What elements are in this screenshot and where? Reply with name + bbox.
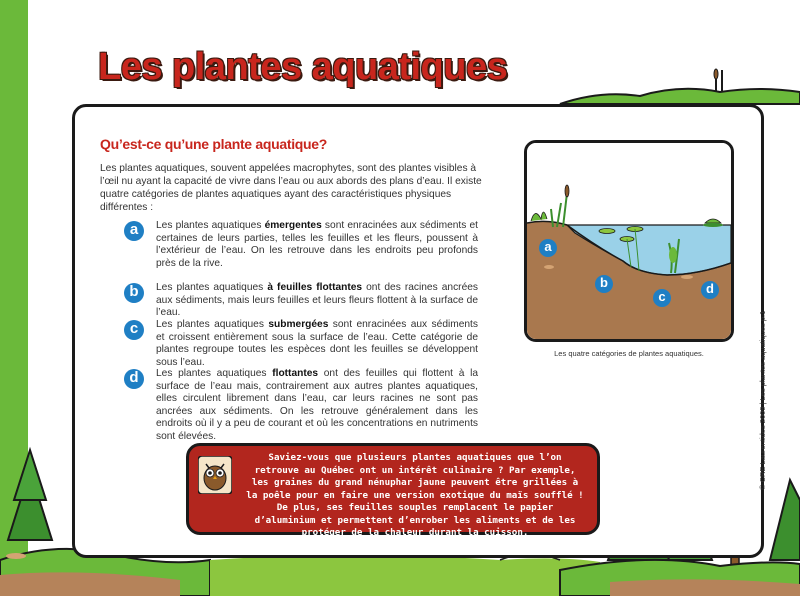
- lake-cross-section-illustration: [527, 143, 731, 339]
- left-green-band: [0, 0, 28, 596]
- section-heading: Qu’est-ce qu’une plante aquatique?: [100, 136, 328, 152]
- copyright-note: © CRE Laurentides 2009 | Les plantes aquatiques p.1: [758, 310, 767, 490]
- owl-icon: [198, 456, 232, 494]
- letter-badge: c: [124, 320, 144, 340]
- letter-badge: a: [124, 221, 144, 241]
- figure-label: a: [539, 239, 557, 257]
- figure-label: b: [595, 275, 613, 293]
- intro-paragraph: Les plantes aquatiques, souvent appelées macrophytes, sont des plantes visibles à l’œil nu ayant la capacité de vivre dans l’eau ou aux abords des plans d’eau. Il existe quatre catégories de plantes aquatiques ayant des caractéristiques physiques différentes :: [100, 163, 482, 213]
- figure-caption: Les quatre catégories de plantes aquatiques.: [554, 349, 704, 358]
- page-title: Les plantes aquatiques: [98, 46, 508, 88]
- item-text: Les plantes aquatiques émergentes sont enracinées aux sédiments et certaines de leurs parties, telles les feuilles et les fleurs, poussent à l’extérieur de l’eau. On les retrouve dans les endroits peu profonds près de la rive.: [156, 220, 478, 269]
- aquatic-plants-figure: [524, 140, 734, 342]
- figure-label: d: [701, 281, 719, 299]
- item-text: Les plantes aquatiques flottantes ont des feuilles qui flottent à la surface de l’eau mais, contrairement aux autres plantes aquatiques, elles circulent librement dans l’eau, car leurs racines ne sont pas ancrées aux sédiments. On les retrouve généralement dans les endroits où il y a peu de courant et où les concentrations en nutriments sont élevées.: [156, 368, 478, 442]
- item-text: Les plantes aquatiques submergées sont enracinées aux sédiments et croissent entièrement sous la surface de l’eau. Cette catégorie de plantes regroupe toutes les espèces dont les feuilles se développent sous l’eau.: [156, 319, 478, 368]
- figure-label: c: [653, 289, 671, 307]
- item-text: Les plantes aquatiques à feuilles flottantes ont des racines ancrées aux sédiments, mais leurs feuilles et leurs fleurs flottent à la surface de l’eau.: [156, 282, 479, 319]
- letter-badge: b: [124, 283, 144, 303]
- callout-text: Saviez-vous que plusieurs plantes aquatiques que l’on retrouve au Québec ont un intérêt culinaire ? Par exemple, les graines du grand nénuphar jaune peuvent être grillées à la poêle pour en faire une version exotique du maïs soufflé ! De plus, ses feuilles souples remplacent le papier d’aluminium et permettent d’enrober les aliments et de les protéger de la chaleur durant la cuisson.: [246, 452, 584, 538]
- letter-badge: d: [124, 369, 144, 389]
- fun-fact-callout: [186, 443, 600, 538]
